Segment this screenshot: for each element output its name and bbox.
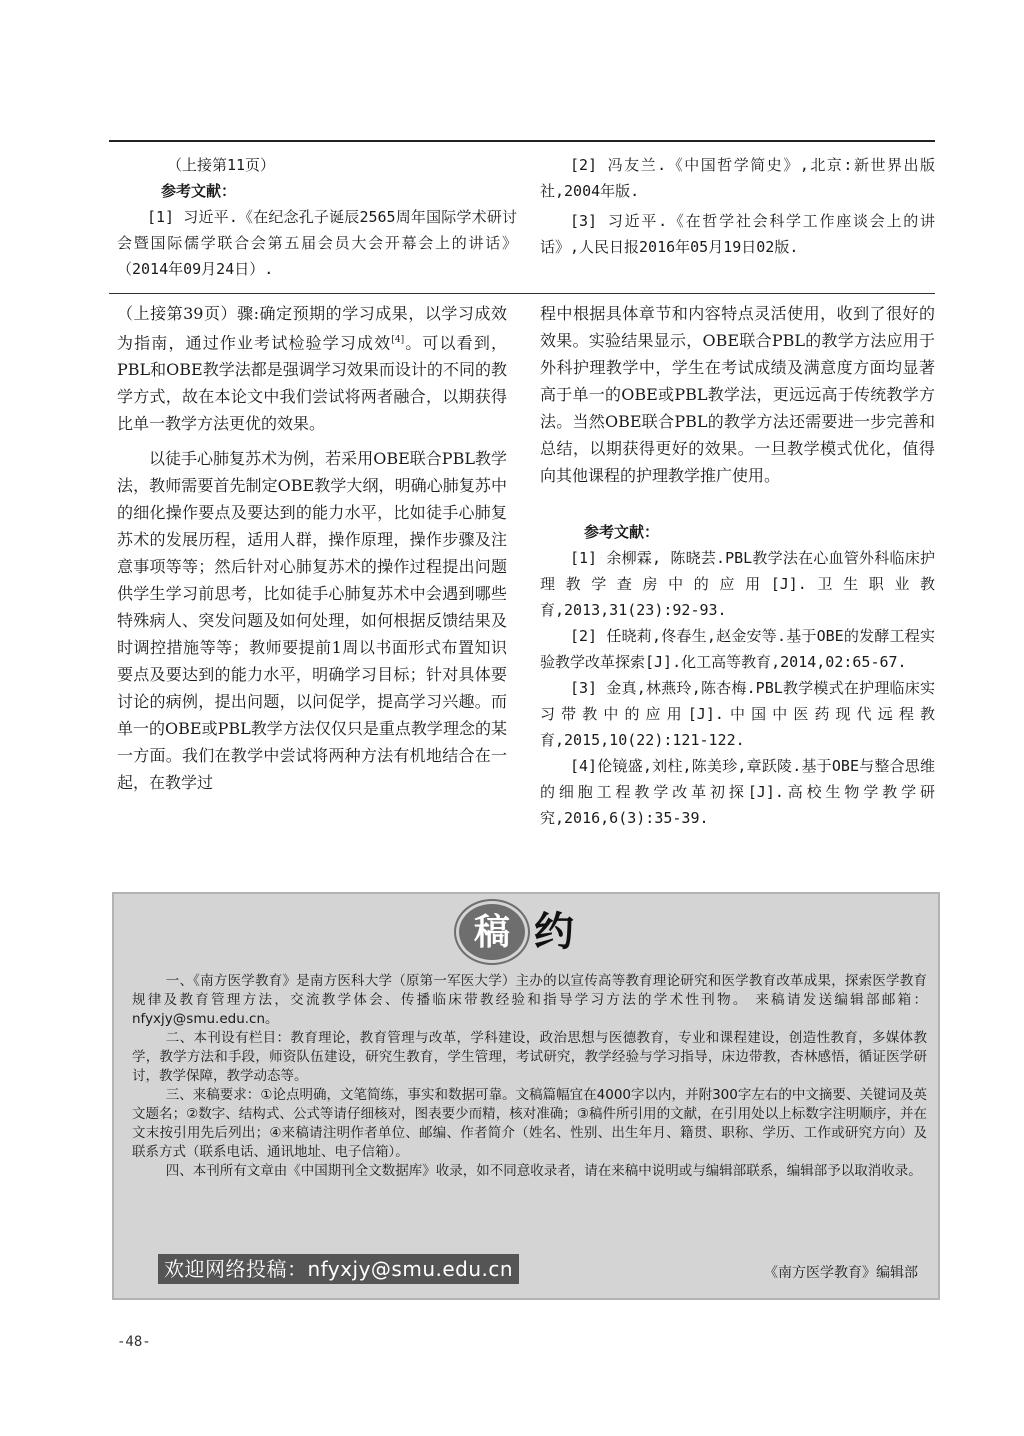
body-paragraph: 以徒手心肺复苏术为例，若采用OBE联合PBL教学法，教师需要首先制定OBE教学大纲，明确心肺复苏中的细化操作要点及要达到的能力水平，比如徒手心肺复苏术的发展历程，适用人群，操作原理，操作步骤及注意事项等等；然后针对心肺复苏术的操作过程提出问题供学生学习前思考，比如徒手心肺复苏术中会遇到哪些特殊病人、突发问题及如何处理，如何根据反馈结果及时调控措施等等；教师要提前1周以书面形式布置知识要点及要达到的能力水平，明确学习目标；针对具体要讨论的病例，提出问题，以问促学，提高学习兴趣。而单一的OBE或PBL教学方法仅仅只是重点教学理念的某一方面。我们在教学中尝试将两种方法有机地结合在一起，在教学过 <box>117 449 507 793</box>
reference-item: [3] 金真,林燕玲,陈杏梅.PBL教学模式在护理临床实习带教中的应用[J].中国中医药现代远程教育,2015,10(22):121-122. <box>540 679 935 749</box>
body-paragraph <box>117 300 507 437</box>
notice-body <box>132 972 927 1181</box>
notice-item: 三、来稿要求：①论点明确，文笔简练，事实和数据可靠。文稿篇幅宜在4000字以内，并附300字左右的中文摘要、关键词及英文题名；②数字、结构式、公式等请仔细核对，图表要少而精，核对准确；③稿件所引用的文献，在引用处以上标数字注明顺序，并在文末按引用先后列出；④来稿请注明作者单位、邮编、作者简介（姓名、性别、出生年月、籍贯、职称、学历、工作或研究方向）及联系方式（联系电话、通讯地址、电子信箱）。 <box>132 1087 927 1160</box>
body-right-column <box>540 300 935 831</box>
reference-item: [2] 任晓莉,佟春生,赵金安等.基于OBE的发酵工程实验教学改革探索[J].化工高等教育,2014,02:65-67. <box>540 627 935 671</box>
reference-item: [2] 冯友兰.《中国哲学简史》,北京:新世界出版社,2004年版. <box>540 156 935 200</box>
paragraph-text: （上接第39页）骤:确定预期的学习成果，以学习成效为指南，通过作业考试检验学习成效 <box>117 304 507 353</box>
reference-item: [4]伦镜盛,刘柱,陈美珍,章跃陵.基于OBE与整合思维的细胞工程教学改革初探[J].高校生物学教学研究,2016,6(3):35-39. <box>540 757 935 827</box>
notice-title <box>114 902 938 962</box>
body-left-column <box>117 300 507 796</box>
references-heading: 参考文献： <box>161 182 237 200</box>
editorial-signature: 《南方医学教育》编辑部 <box>764 1265 918 1281</box>
reference-item: [3] 习近平.《在哲学社会科学工作座谈会上的讲话》,人民日报2016年05月19日02版. <box>540 212 935 256</box>
top-rule <box>109 140 935 142</box>
references-heading: 参考文献： <box>584 523 660 541</box>
call-for-papers-box <box>112 892 940 1300</box>
notice-item: 一、《南方医学教育》是南方医科大学（原第一军医大学）主办的以宣传高等教育理论研究和医学教育改革成果，探索医学教育规律及教育管理方法，交流教学体会、传播临床带教经验和指导学习方法的学术性刊物。 来稿请发送编辑部邮箱：nfyxjy@smu.edu.cn。 <box>132 973 927 1027</box>
top-left-column <box>117 152 517 282</box>
paragraph-text: 。可以看到，PBL和OBE教学法都是强调学习效果而设计的不同的教学方式，故在本论文中我们尝试将两者融合，以期获得比单一教学方法更优的效果。 <box>117 333 507 434</box>
page-number: -48- <box>117 1334 151 1350</box>
title-seal: 稿 <box>459 904 525 960</box>
submission-email-banner: 欢迎网络投稿：nfyxjy@smu.edu.cn <box>158 1254 519 1284</box>
title-char: 约 <box>534 908 574 955</box>
top-right-column <box>540 152 935 260</box>
body-paragraph: 程中根据具体章节和内容特点灵活使用，收到了很好的效果。实验结果显示，OBE联合PBL的教学方法应用于外科护理教学中，学生在考试成绩及满意度方面均显著高于单一的OBE或PBL教学法，更远远高于传统教学方法。当然OBE联合PBL的教学方法还需要进一步完善和总结，以期获得更好的效果。一旦教学模式优化，值得向其他课程的护理教学推广使用。 <box>540 304 935 485</box>
notice-item: 二、本刊设有栏目：教育理论，教育管理与改革，学科建设，政治思想与医德教育，专业和课程建设，创造性教育，多媒体教学，教学方法和手段，师资队伍建设，研究生教育，学生管理，考试研究，教学经验与学习指导，床边带教，杏林感悟，循证医学研讨，教学保障，教学动态等。 <box>132 1030 927 1084</box>
reference-item: [1] 习近平.《在纪念孔子诞辰2565周年国际学术研讨会暨国际儒学联合会第五届会员大会开幕会上的讲话》（2014年09月24日）. <box>117 208 517 278</box>
continuation-note: （上接第11页） <box>167 156 276 174</box>
citation-superscript: [4] <box>391 335 405 345</box>
notice-item: 四、本刊所有文章由《中国期刊全文数据库》收录，如不同意收录者，请在来稿中说明或与编辑部联系，编辑部予以取消收录。 <box>165 1163 922 1179</box>
section-rule <box>109 293 935 294</box>
reference-item: [1] 余柳霖, 陈晓芸.PBL教学法在心血管外科临床护理教学查房中的应用[J].卫生职业教育,2013,31(23):92-93. <box>540 549 935 619</box>
